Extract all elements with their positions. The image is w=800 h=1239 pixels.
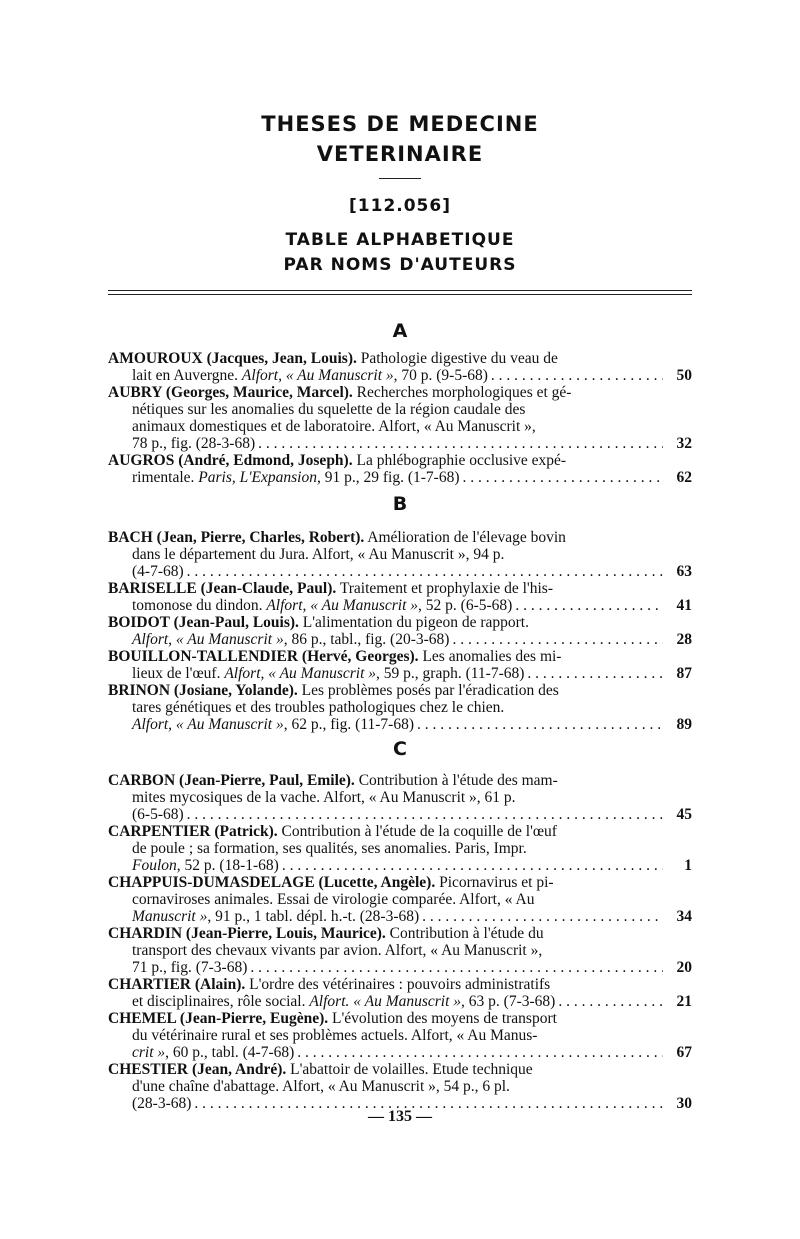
entry-last-line [108,631,692,648]
citation-text: tomonose du dindon. [132,597,267,614]
dot-leader [297,1044,663,1061]
publisher-italic: Alfort, « Au Manuscrit » [132,716,284,733]
citation-text: rimentale. [132,469,199,486]
entry-text: Contribution à l'étude du [385,925,544,942]
section-b-entries [108,529,692,733]
dot-leader [417,716,663,733]
author-name: CARPENTIER (Patrick). [108,823,278,840]
entry-page-number: 50 [676,367,692,384]
section-a-entries [108,350,692,486]
entry-page-number: 21 [676,993,692,1010]
section-c-entries [108,772,692,1112]
entry-last-line [108,367,692,384]
entry-citation [132,435,255,452]
entry-page-number: 1 [684,857,692,874]
publisher-italic: crit » [132,1044,166,1061]
entry-text: Les anomalies des mi- [418,648,562,665]
entry-citation [132,631,449,648]
author-name: BRINON (Josiane, Yolande). [108,682,298,699]
bibliography-entry [108,614,692,648]
entry-text: L'évolution des moyens de transport [328,1010,557,1027]
author-name: CHAPPUIS-DUMASDELAGE (Lucette, Angèle). [108,874,436,891]
bibliography-entry [108,384,692,452]
bibliography-entry [108,452,692,486]
title-divider [379,178,421,179]
entry-continuation: animaux domestiques et de laboratoire. Alfort, « Au Manuscrit », [132,418,536,435]
entry-citation [132,908,419,925]
citation-text: 71 p., fig. (7-3-68) [132,959,248,976]
entry-first-line [108,614,692,631]
entry-citation [132,959,247,976]
entry-page-number: 89 [676,716,692,733]
entry-continuation: mites mycosiques de la vache. Alfort, « Au Manuscrit », 61 p. [132,789,516,806]
entry-page-number: 28 [676,631,692,648]
entry-last-line [108,716,692,733]
catalog-code: [112.056] [349,196,451,216]
section-letter-c: C [393,738,407,760]
entry-last-line [108,563,692,580]
entry-continuation: transport des chevaux vivants par avion. Alfort, « Au Manuscrit », [132,942,543,959]
entry-page-number: 30 [676,1095,692,1112]
author-name: CHARTIER (Alain). [108,976,246,993]
citation-details: , 52 p. (6-5-68) [418,597,513,614]
bibliography-entry [108,529,692,580]
entry-last-line [108,1044,692,1061]
entry-text: L'ordre des vétérinaires : pouvoirs administratifs [245,976,551,993]
publisher-italic: Alfort, « Au Manuscrit » [241,367,394,384]
author-name: BOUILLON-TALLENDIER (Hervé, Georges). [108,648,419,665]
section-letter-b: B [392,493,408,515]
page-title-line2: VETERINAIRE [316,142,484,166]
entry-last-line [108,959,692,976]
entry-continuation: d'une chaîne d'abattage. Alfort, « Au Manuscrit », 54 p., 6 pl. [132,1078,510,1095]
entry-continuation: cornaviroses animales. Essai de virologie comparée. Alfort, « Au [132,891,535,908]
entry-citation [132,563,184,580]
dot-leader [452,631,663,648]
entry-text: Amélioration de l'élevage bovin [364,529,566,546]
author-name: CHARDIN (Jean-Pierre, Louis, Maurice). [108,925,386,942]
subtitle-line1: TABLE ALPHABETIQUE [285,230,515,250]
citation-details: , 91 p., 1 tabl. dépl. h.-t. (28-3-68) [207,908,420,925]
entry-last-line [108,469,692,486]
dot-leader [250,959,663,976]
dot-leader [187,563,663,580]
entry-citation [132,993,555,1010]
citation-details: , 63 p. (7-3-68) [461,993,556,1010]
page-number: — 135 — [368,1108,432,1125]
entry-page-number: 20 [676,959,692,976]
entry-last-line [108,435,692,452]
bibliography-entry [108,874,692,925]
citation-details: , 91 p., 29 fig. (1-7-68) [317,469,460,486]
page-title-line1: THESES DE MEDECINE [261,112,539,136]
dot-leader [527,665,663,682]
publisher-italic: Alfort, « Au Manuscrit » [224,665,377,682]
citation-text: et disciplinaires, rôle social. [132,993,310,1010]
citation-text: (28-3-68) [132,1095,192,1112]
dot-leader [491,367,663,384]
author-name: BARISELLE (Jean-Claude, Paul). [108,580,337,597]
entry-first-line [108,648,692,665]
entry-last-line [108,597,692,614]
entry-citation [132,469,460,486]
publisher-italic: Foulon [132,857,177,874]
entry-text: Recherches morphologiques et gé- [352,384,572,401]
bibliography-entry [108,350,692,384]
bibliography-entry [108,682,692,733]
entry-first-line [108,529,692,546]
entry-citation [132,665,524,682]
section-letter-a: A [392,320,408,342]
author-name: BOIDOT (Jean-Paul, Louis). [108,614,299,631]
bibliography-entry [108,580,692,614]
dot-leader [515,597,663,614]
citation-text: (4-7-68) [132,563,184,580]
entry-page-number: 67 [676,1044,692,1061]
entry-first-line [108,976,692,993]
citation-text: 78 p., fig. (28-3-68) [132,435,256,452]
entry-continuation: tares génétiques et des troubles pathologiques chez le chien. [132,699,505,716]
author-name: AMOUROUX (Jacques, Jean, Louis). [108,350,357,367]
entry-continuation: de poule ; sa formation, ses qualités, ses anomalies. Paris, Impr. [132,840,527,857]
citation-text: lait en Auvergne. [132,367,242,384]
entry-text: L'alimentation du pigeon de rapport. [298,614,529,631]
publisher-italic: Alfort, « Au Manuscrit » [132,631,284,648]
subtitle-line2: PAR NOMS D'AUTEURS [283,255,517,275]
entry-first-line [108,1061,692,1078]
publisher-italic: Alfort, « Au Manuscrit » [266,597,419,614]
citation-text: (6-5-68) [132,806,184,823]
bibliography-entry [108,772,692,823]
entry-citation [132,367,488,384]
citation-details: , 86 p., tabl., fig. (20-3-68) [283,631,450,648]
publisher-italic: Manuscrit » [132,908,208,925]
entry-first-line [108,350,692,367]
bibliography-entry [108,976,692,1010]
entry-citation [132,857,279,874]
entry-text: La phlébographie occlusive expé- [352,452,567,469]
author-name: AUBRY (Georges, Maurice, Marcel). [108,384,353,401]
bibliography-entry [108,1061,692,1112]
citation-details: , 60 p., tabl. (4-7-68) [165,1044,295,1061]
entry-page-number: 45 [676,806,692,823]
entry-text: Les problèmes posés par l'éradication des [297,682,559,699]
author-name: CARBON (Jean-Pierre, Paul, Emile). [108,772,355,789]
entry-last-line [108,665,692,682]
dot-leader [463,469,664,486]
entry-first-line [108,452,692,469]
entry-last-line [108,993,692,1010]
entry-text: Contribution à l'étude de la coquille de l'œuf [277,823,557,840]
entry-last-line [108,908,692,925]
bibliography-entry [108,648,692,682]
dot-leader [558,993,663,1010]
dot-leader [282,857,663,874]
author-name: BACH (Jean, Pierre, Charles, Robert). [108,529,365,546]
entry-first-line [108,384,692,401]
bibliography-entry [108,823,692,874]
publisher-italic: Paris, L'Expansion [198,469,317,486]
header-double-rule [108,290,692,298]
entry-last-line [108,857,692,874]
entry-page-number: 87 [676,665,692,682]
entry-continuation: nétiques sur les anomalies du squelette de la région caudale des [132,401,526,418]
author-name: CHEMEL (Jean-Pierre, Eugène). [108,1010,329,1027]
citation-details: , 59 p., graph. (11-7-68) [376,665,525,682]
dot-leader [258,435,663,452]
bibliography-entry [108,925,692,976]
entry-text: Traitement et prophylaxie de l'his- [336,580,553,597]
entry-first-line [108,772,692,789]
dot-leader [187,806,663,823]
entry-first-line [108,874,692,891]
publisher-italic: Alfort. « Au Manuscrit » [309,993,462,1010]
entry-text: Contribution à l'étude des mam- [354,772,558,789]
entry-text: Picornavirus et pi- [435,874,554,891]
citation-details: , 62 p., fig. (11-7-68) [283,716,414,733]
entry-page-number: 62 [676,469,692,486]
entry-citation [132,806,184,823]
entry-continuation: du vétérinaire rural et ses problèmes actuels. Alfort, « Au Manus- [132,1027,538,1044]
entry-first-line [108,823,692,840]
entry-page-number: 63 [676,563,692,580]
entry-citation [132,716,414,733]
entry-continuation: dans le département du Jura. Alfort, « Au Manuscrit », 94 p. [132,546,505,563]
entry-text: L'abattoir de volailles. Etude technique [286,1061,533,1078]
entry-last-line [108,806,692,823]
entry-first-line [108,1010,692,1027]
entry-text: Pathologie digestive du veau de [356,350,558,367]
entry-first-line [108,925,692,942]
entry-page-number: 32 [676,435,692,452]
entry-page-number: 41 [676,597,692,614]
citation-details: , 70 p. (9-5-68) [393,367,488,384]
entry-citation [132,1044,294,1061]
author-name: CHESTIER (Jean, André). [108,1061,287,1078]
entry-citation [132,597,512,614]
author-name: AUGROS (André, Edmond, Joseph). [108,452,353,469]
entry-first-line [108,580,692,597]
dot-leader [422,908,663,925]
entry-first-line [108,682,692,699]
bibliography-entry [108,1010,692,1061]
citation-text: lieux de l'œuf. [132,665,225,682]
citation-details: , 52 p. (18-1-68) [176,857,279,874]
entry-page-number: 34 [676,908,692,925]
